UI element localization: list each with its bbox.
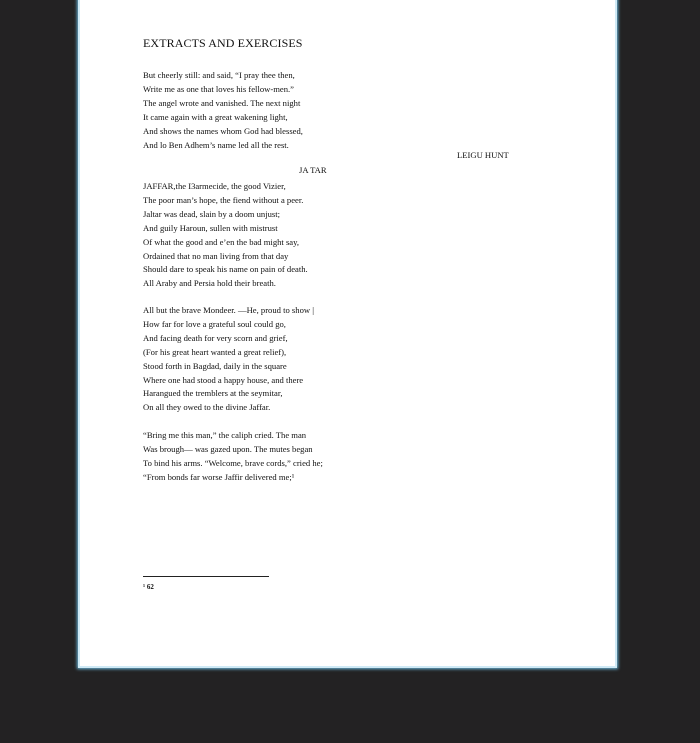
poem-line: Stood forth in Bagdad, daily in the square xyxy=(143,360,287,371)
poem-line: Ordained that no man living from that day xyxy=(143,250,289,261)
page-heading: EXTRACTS AND EXERCISES xyxy=(143,36,303,50)
stanza-2 xyxy=(143,180,308,291)
stanza-4 xyxy=(143,429,323,485)
poem-line: How far for love a grateful soul could go, xyxy=(143,318,286,329)
poem-title: JA TAR xyxy=(299,165,327,175)
footnote-divider xyxy=(143,576,269,577)
poem-line: Where one had stood a happy house, and there xyxy=(143,374,304,385)
poem-line: And guily Haroun, sullen with mistrust xyxy=(143,222,278,233)
poem-attribution: LEIGU HUNT xyxy=(457,150,509,160)
poem-line: Was brough— was gazed upon. The mutes began xyxy=(143,443,313,454)
stanza-3 xyxy=(143,304,314,415)
poem-line: JAFFAR,the I3armecide, the good Vizier, xyxy=(143,181,286,191)
poem-line: Jaltar was dead, slain by a doom unjust; xyxy=(143,208,280,219)
poem-line: And shows the names whom God had blessed, xyxy=(143,125,303,136)
poem-line: Should dare to speak his name on pain of death. xyxy=(143,264,308,275)
poem-line: “From bonds far worse Jaffir delivered me;¹ xyxy=(143,471,295,482)
poem-line: “Bring me this man,” the caliph cried. The man xyxy=(143,430,307,440)
poem-line: All Araby and Persia hold their breath. xyxy=(143,278,276,289)
poem-line: Write me as one that loves his fellow-men.” xyxy=(143,83,294,94)
poem-line: All but the brave Mondeer. —He, proud to show | xyxy=(143,305,314,315)
poem-line: Of what the good and e’en the bad might say, xyxy=(143,236,299,247)
poem-line: The angel wrote and vanished. The next night xyxy=(143,97,301,108)
poem-line: It came again with a great wakening light, xyxy=(143,111,288,122)
poem-line: And lo Ben Adhem’s name led all the rest. xyxy=(143,139,289,150)
footnote: ¹ 62 xyxy=(143,583,154,591)
poem-line: Harangued the tremblers at the seymitar, xyxy=(143,388,283,399)
document-page[interactable] xyxy=(80,0,615,666)
poem-line: The poor man’s hope, the fiend without a peer. xyxy=(143,194,304,205)
stanza-1 xyxy=(143,69,303,152)
poem-line: To bind his arms. “Welcome, brave cords,” cried he; xyxy=(143,457,323,468)
poem-line: But cheerly still: and said, “I pray thee then, xyxy=(143,70,295,80)
poem-line: (For his great heart wanted a great relief), xyxy=(143,346,287,357)
poem-line: And facing death for very scorn and grief, xyxy=(143,332,288,343)
poem-line: On all they owed to the divine Jaffar. xyxy=(143,402,271,413)
